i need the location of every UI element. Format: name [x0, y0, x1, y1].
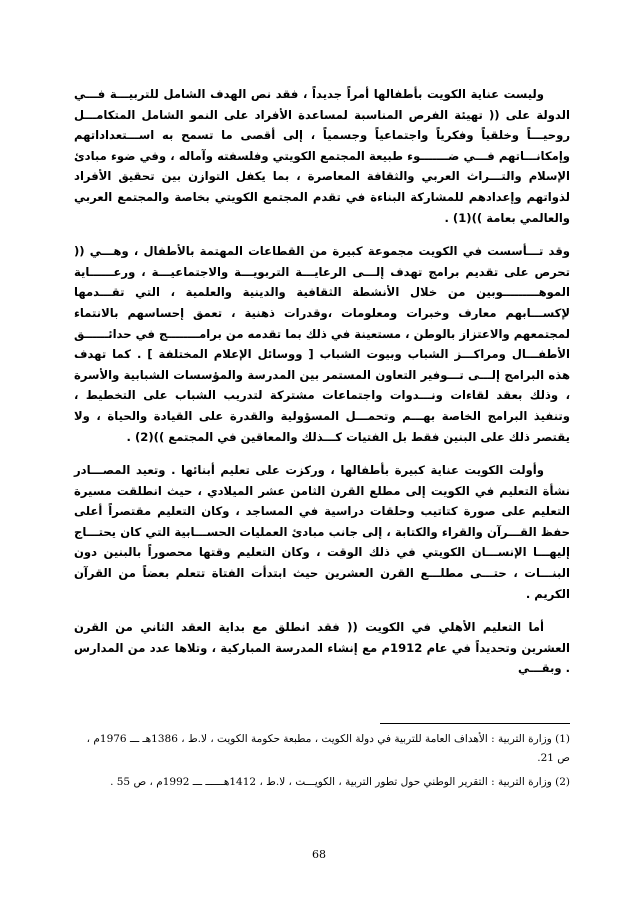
paragraph-4: أما التعليم الأهلي في الكويت (( فقد انطلق مع بداية العقد الثاني من القرن العشرين وتحديداً في عام 1912م مع إنشاء المدرسة المباركية ، وتلاها عدد من المدارس . وبقـــي [74, 620, 570, 676]
footnote-1: (1) وزارة التربية : الأهداف العامة للتربية في دولة الكويت ، مطبعة حكومة الكويت ، لا.ط ، 1386هـ ـــ 1976م ، ص 21. [86, 733, 570, 764]
paragraph-3: وأولت الكويت عناية كبيرة بأطفالها ، وركزت على تعليم أبنائها . وتعيد المصـــادر نشأة التعليم في الكويت إلى مطلع القرن الثامن عشر الميلادي ، حيث انطلقت مسيرة التعليم على صورة كتاتيب وحلقات دراسية في المساجد ، وكان التعليم مقتصراً أعلى حفظ القـــرآن والقراء والكتابة ، إلى جانب مبادئ العمليات الحســـابية التي كان يحتـــاج إليهـــا الإنســـان الكويتي في ذلك الوقت ، وكان التعليم وقتها محصوراً بالبنين دون البنـــات ، حتـــى مطلـــع القرن العشرين حيث ابتدأت الفتاة تتعلم بعضاً من القرآن الكريم . [74, 463, 570, 601]
footnote-2: (2) وزارة التربية : التقرير الوطني حول تطور التربية ، الكويـــت ، لا.ط ، 1412هــــــ ـــ 1992م ، ص 55 . [110, 776, 570, 788]
footnote-divider [380, 723, 570, 724]
body-text [74, 84, 570, 692]
paragraph-2: وقد تـــأسست في الكويت مجموعة كبيرة من القطاعات المهتمة بالأطفال ، وهـــي (( تحرص على تقديم برامج تهدف إلـــى الرعايـــة التربويـــة والاجتماعيـــة ، ورعــــــاية الموهـــــــــوبين من خلال الأنشطة الثقافية والدينية والعلمية ، التي تقـــدمها لإكســـابهم معارف وخبرات ومعلومات ،وقدرات ذهنية ، تعمق إحساسهم بالانتماء لمجتمعهم والاعتزاز بالوطن ، مستعينة في ذلك بما تقدمه من برامــــــــج في حدائــــــق الأطفـــال ومراكـــز الشباب وبيوت الشباب [ ووسائل الإعلام المختلفة ] . كما تهدف هذه البرامج إلـــى تـــوفير التعاون المستمر بين المدرسة والمؤسسات الشبابية والأسرة ، وذلك بعقد لقاءات ونـــدوات واجتماعات مشتركة لتدريب الشباب على التخطيط ، وتنفيذ البرامج الخاصة بهـــم وتحمـــل المسؤولية والقدرة على القيادة والحياة ، ولا يقتصر ذلك على البنين فقط بل الفتيات كـــذلك والمعاقين في المجتمع ))(2) . [74, 244, 570, 444]
paragraph-1: وليست عناية الكويت بأطفالها أمراً جديداً ، فقد نص الهدف الشامل للتربيـــة فـــي الدولة على (( تهيئة الفرص المناسبة لمساعدة الأفراد على النمو الشامل المتكامـــل روحيـــاً وخلقياً وفكرياً واجتماعياً وجسمياً ، إلى أقصى ما تسمح به اســـتعداداتهم وإمكانـــاتهم فـــي ضـــــــوء طبيعة المجتمع الكويتي وفلسفته وآماله ، وفي ضوء مبادئ الإسلام والتـــراث العربي والثقافة المعاصرة ، بما يكفل التوازن بين تحقيق الأفراد لذواتهم وإعدادهم للمشاركة البناءة في تقدم المجتمع الكويتي بخاصة والمجتمع العربي والعالمي بعامة ))(1) . [74, 87, 570, 225]
page-number: 68 [312, 848, 326, 861]
footnotes [74, 723, 570, 797]
